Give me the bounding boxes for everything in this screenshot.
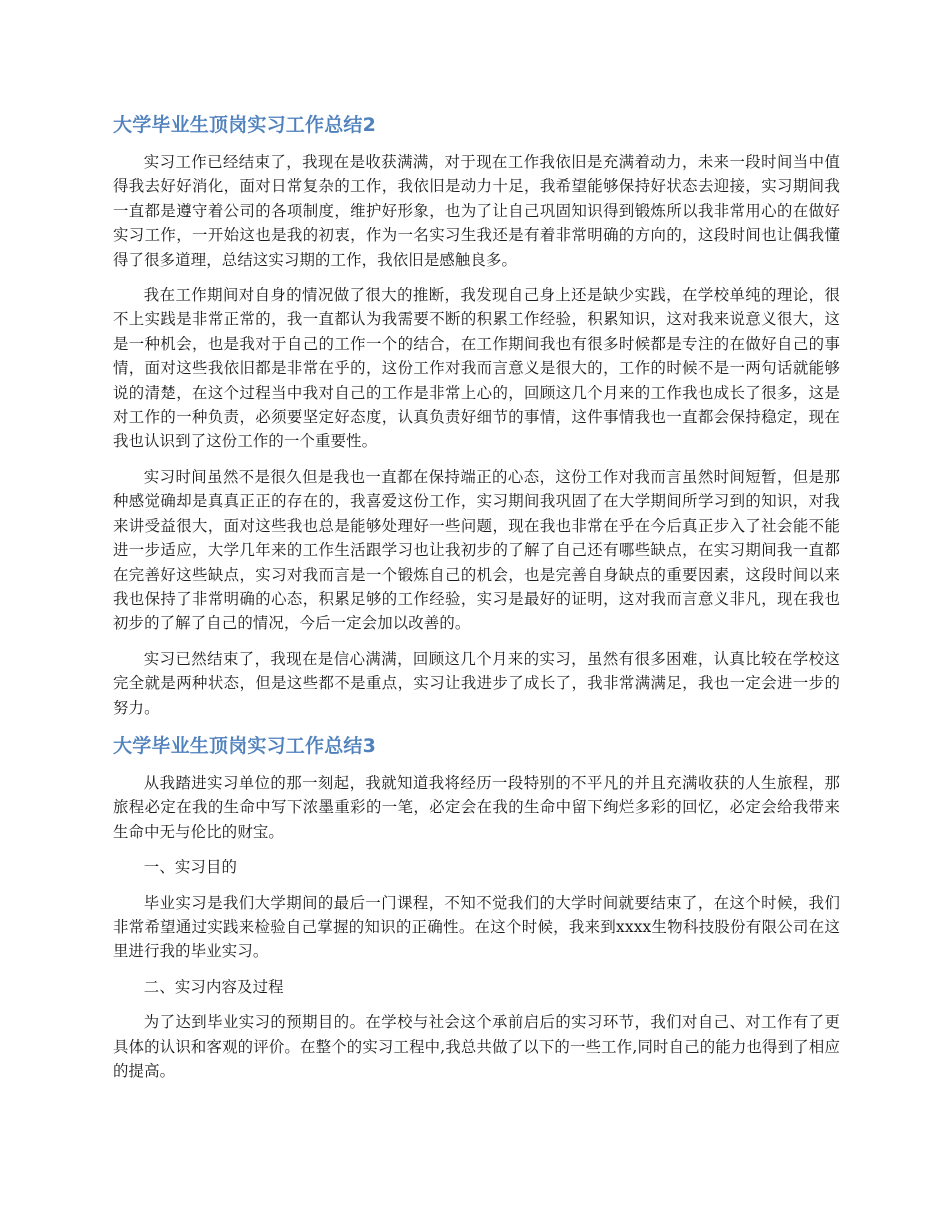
paragraph: 我在工作期间对自身的情况做了很大的推断，我发现自己身上还是缺少实践，在学校单纯的理论，很不上实践是非常正常的，我一直都认为我需要不断的积累工作经验，积累知识，这对我来说意义很大，这是一种机会，也是我对于自己的工作一个的结合，在工作期间我也有很多时候都是专注的在做好自己的事情，面对这些我依旧都是非常在乎的，这份工作对我而言意义是很大的，工作的时候不是一两句话就能够说的清楚，在这个过程当中我对自己的工作是非常上心的，回顾这几个月来的工作我也成长了很多，这是对工作的一种负责，必须要坚定好态度，认真负责好细节的事情，这件事情我也一直都会保持稳定，现在我也认识到了这份工作的一个重要性。 [113,286,840,451]
document-page [113,110,840,1094]
subheading-internship-content: 二、实习内容及过程 [143,977,284,996]
paragraph: 实习工作已经结束了，我现在是收获满满，对于现在工作我依旧是充满着动力，未来一段时间当中值得我去好好消化，面对日常复杂的工作，我依旧是动力十足，我希望能够保持好状态去迎接，实习期间我一直都是遵守着公司的各项制度，维护好形象，也为了让自己巩固知识得到锻炼所以我非常用心的在做好实习工作，一开始这也是我的初衷，作为一名实习生我还是有着非常明确的方向的，这段时间也让偶我懂得了很多道理，总结这实习期的工作，我依旧是感触良多。 [113,153,840,269]
paragraph: 实习时间虽然不是很久但是我也一直都在保持端正的心态，这份工作对我而言虽然时间短暂，但是那种感觉确却是真真正正的存在的，我喜爱这份工作，实习期间我巩固了在大学期间所学习到的知识，对我来讲受益很大，面对这些我也总是能够处理好一些问题，现在我也非常在乎在今后真正步入了社会能不能进一步适应，大学几年来的工作生活跟学习也让我初步的了解了自己还有哪些缺点，在实习期间我一直都在完善好这些缺点，实习对我而言是一个锻炼自己的机会，也是完善自身缺点的重要因素，这段时间以来我也保持了非常明确的心态，积累足够的工作经验，实习是最好的证明，这对我而言意义非凡，现在我也初步的了解了自己的情况，今后一定会加以改善的。 [113,467,840,633]
paragraph: 为了达到毕业实习的预期目的。在学校与社会这个承前启后的实习环节，我们对自己、对工作有了更具体的认识和客观的评价。在整个的实习工程中,我总共做了以下的一些工作,同时自己的能力也得到了相应的提高。 [113,1013,840,1080]
subheading-internship-purpose: 一、实习目的 [143,858,238,877]
paragraph: 实习已然结束了，我现在是信心满满，回顾这几个月来的实习，虽然有很多困难，认真比较在学校这完全就是两种状态，但是这些都不是重点，实习让我进步了成长了，我非常满满足，我也一定会进一步的努力。 [113,649,840,717]
summary-section-3 [113,731,840,1083]
section-title: 大学毕业生顶岗实习工作总结3 [113,734,377,757]
paragraph: 从我踏进实习单位的那一刻起，我就知道我将经历一段特别的不平凡的并且充满收获的人生旅程，那旅程必定在我的生命中写下浓墨重彩的一笔，必定会在我的生命中留下绚烂多彩的回忆，必定会给我带来生命中无与伦比的财宝。 [113,773,840,841]
paragraph: 毕业实习是我们大学期间的最后一门课程，不知不觉我们的大学时间就要结束了，在这个时候，我们非常希望通过实践来检验自己掌握的知识的正确性。在这个时候，我来到xxxx生物科技股份有限公司在这里进行我的毕业实习。 [113,893,840,961]
section-title: 大学毕业生顶岗实习工作总结2 [113,114,377,136]
summary-section-2 [113,110,840,720]
